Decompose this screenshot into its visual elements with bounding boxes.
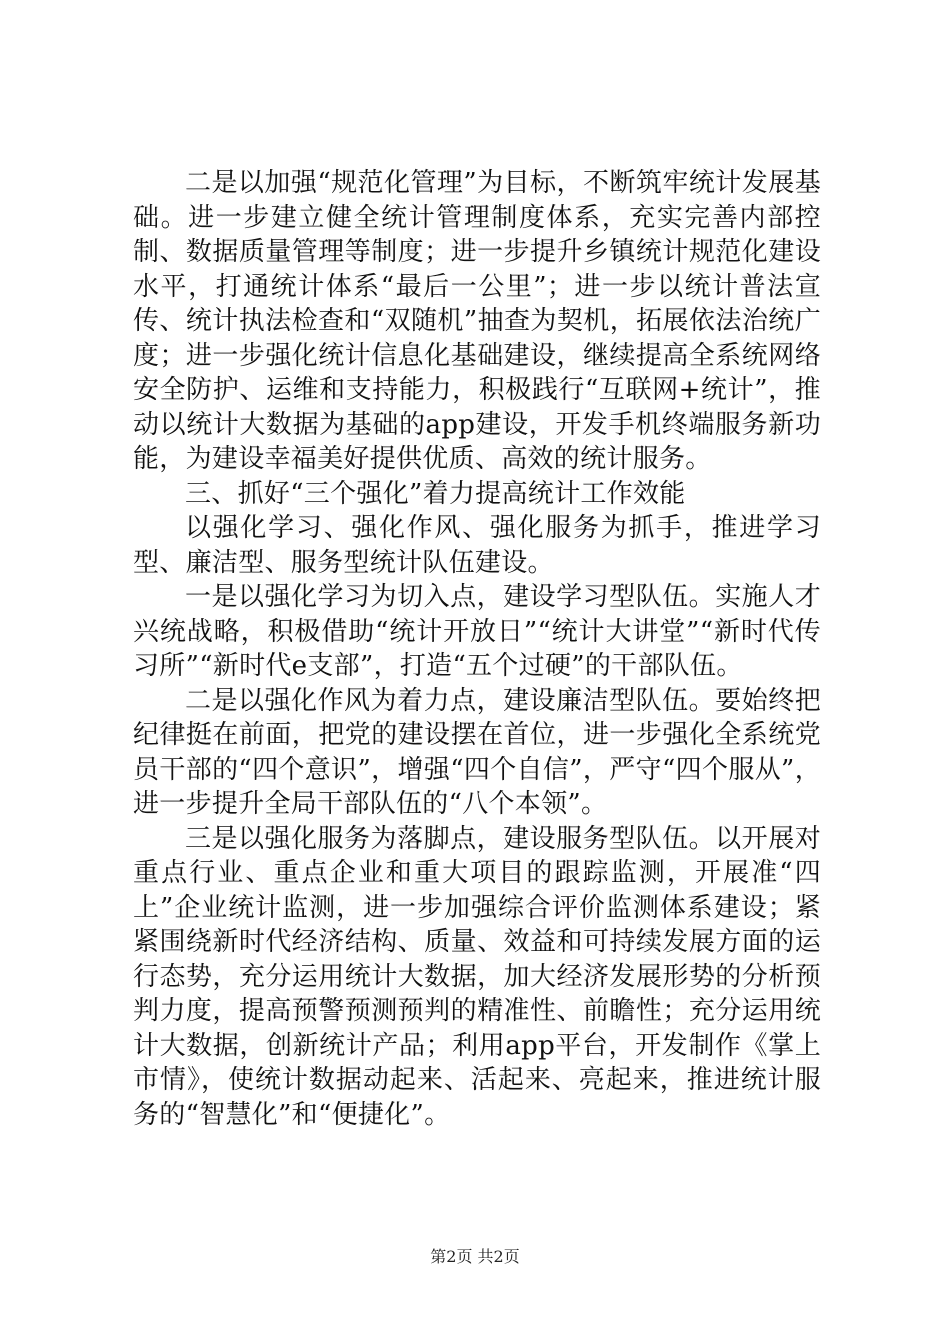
paragraph-learning-team: 一是以强化学习为切入点，建设学习型队伍。实施人才兴统战略，积极借助“统计开放日”“统计大讲堂”“新时代传习所”“新时代e支部”，打造“五个过硬”的干部队伍。 bbox=[133, 582, 821, 681]
document-body bbox=[133, 166, 821, 1132]
paragraph-clean-team: 二是以强化作风为着力点，建设廉洁型队伍。要始终把纪律挺在前面，把党的建设摆在首位，进一步强化全系统党员干部的“四个意识”，增强“四个自信”，严守“四个服从”，进一步提升全局干部队伍的“八个本领”。 bbox=[133, 685, 821, 819]
paragraph-standardized-management: 二是以加强“规范化管理”为目标，不断筑牢统计发展基础。进一步建立健全统计管理制度体系，充实完善内部控制、数据质量管理等制度；进一步提升乡镇统计规范化建设水平，打通统计体系“最后一公里”；进一步以统计普法宣传、统计执法检查和“双随机”抽查为契机，拓展依法治统广度；进一步强化统计信息化基础建设，继续提高全系统网络安全防护、运维和支持能力，积极践行“互联网+统计”，推动以统计大数据为基础的app建设，开发手机终端服务新功能，为建设幸福美好提供优质、高效的统计服务。 bbox=[133, 168, 821, 474]
page-footer: 第2页 共2页 bbox=[430, 1247, 520, 1266]
paragraph-service-team: 三是以强化服务为落脚点，建设服务型队伍。以开展对重点行业、重点企业和重大项目的跟踪监测，开展准“四上”企业统计监测，进一步加强综合评价监测体系建设；紧紧围绕新时代经济结构、质量、效益和可持续发展方面的运行态势，充分运用统计大数据，加大经济发展形势的分析预判力度，提高预警预测预判的精准性、前瞻性；充分运用统计大数据，创新统计产品；利用app平台，开发制作《掌上市情》，使统计数据动起来、活起来、亮起来，推进统计服务的“智慧化”和“便捷化”。 bbox=[133, 823, 821, 1130]
paragraph-team-building-intro: 以强化学习、强化作风、强化服务为抓手，推进学习型、廉洁型、服务型统计队伍建设。 bbox=[133, 513, 821, 578]
section-heading-three-strengthenings: 三、抓好“三个强化”着力提高统计工作效能 bbox=[185, 478, 686, 509]
